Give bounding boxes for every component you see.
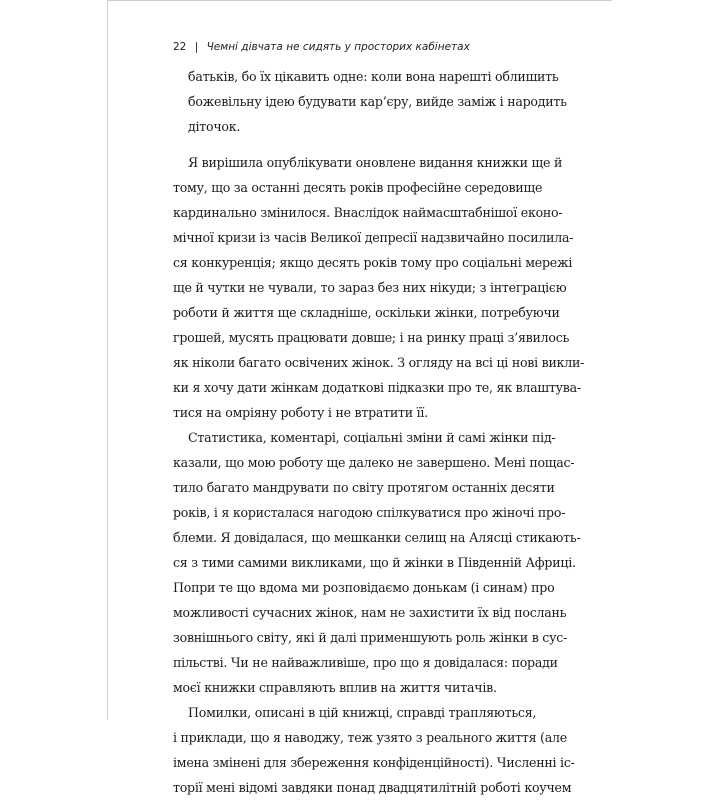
text-line: Помилки, описані в цій книжці, справді трапляються, [188, 705, 537, 720]
text-line: торії мені відомі завдяки понад двадцятилітній роботі коучем [173, 780, 572, 795]
text-line: Я вирішила опублікувати оновлене видання книжки ще й [188, 155, 563, 170]
text-line: мічної кризи із часів Великої депресії надзвичайно посилила- [173, 230, 574, 245]
text-line: блеми. Я довідалася, що мешканки селищ на Алясці стикають- [173, 530, 581, 545]
text-line: Попри те що вдома ми розповідаємо донькам (і синам) про [173, 580, 555, 595]
book-title: Чемні дівчата не сидять у просторих кабінетах [206, 41, 470, 53]
text-line: ки я хочу дати жінкам додаткові підказки про те, як влаштува- [173, 380, 581, 395]
text-line: тило багато мандрувати по світу протягом останніх десяти [173, 480, 555, 495]
page-left-edge [107, 0, 108, 720]
text-line: ся конкуренція; якщо десять років тому про соціальні мережі [173, 255, 573, 270]
text-line: тися на омріяну роботу і не втратити її. [173, 405, 428, 420]
page-number: 22 [173, 41, 187, 53]
text-line: пільстві. Чи не найважливіше, про що я довідалася: поради [173, 655, 558, 670]
page-top-edge [107, 0, 612, 1]
text-line: тому, що за останні десять років професійне середовище [173, 180, 543, 195]
running-head [173, 40, 533, 54]
text-line: і приклади, що я наводжу, теж узято з реального життя (але [173, 730, 567, 745]
text-line: як ніколи багато освічених жінок. З огляду на всі ці нові викли- [173, 355, 585, 370]
text-line: ще й чутки не чували, то зараз без них нікуди; з інтеграцією [173, 280, 567, 295]
quote-line: діточок. [188, 119, 241, 134]
paragraph [173, 150, 585, 425]
running-head-separator: | [194, 41, 199, 53]
text-line: кардинально змінилося. Внаслідок наймасштабнішої еконо- [173, 205, 563, 220]
text-line: моєї книжки справляють вплив на життя читачів. [173, 680, 497, 695]
text-line: імена змінені для збереження конфіденційності). Численні іс- [173, 755, 575, 770]
quote-block [188, 64, 567, 139]
text-line: роботи й життя ще складніше, оскільки жінки, потребуючи [173, 305, 560, 320]
text-line: ся з тими самими викликами, що й жінки в Південній Африці. [173, 555, 576, 570]
body-text [173, 150, 585, 800]
text-line: грошей, мусять працювати довше; і на ринку праці з’явилось [173, 330, 570, 345]
text-line: можливості сучасних жінок, нам не захистити їх від послань [173, 605, 567, 620]
paragraph [173, 425, 581, 700]
quote-line: батьків, бо їх цікавить одне: коли вона нарешті облишить [188, 69, 559, 84]
text-line: років, і я користалася нагодою спілкуватися про жіночі про- [173, 505, 566, 520]
text-line: зовнішнього світу, які й далі применшують роль жінки в сус- [173, 630, 568, 645]
text-line: казали, що мою роботу ще далеко не завершено. Мені пощас- [173, 455, 575, 470]
paragraph [173, 700, 575, 800]
text-line: Статистика, коментарі, соціальні зміни й самі жінки під- [188, 430, 556, 445]
quote-line: божевільну ідею будувати кар’єру, вийде заміж і народить [188, 94, 567, 109]
